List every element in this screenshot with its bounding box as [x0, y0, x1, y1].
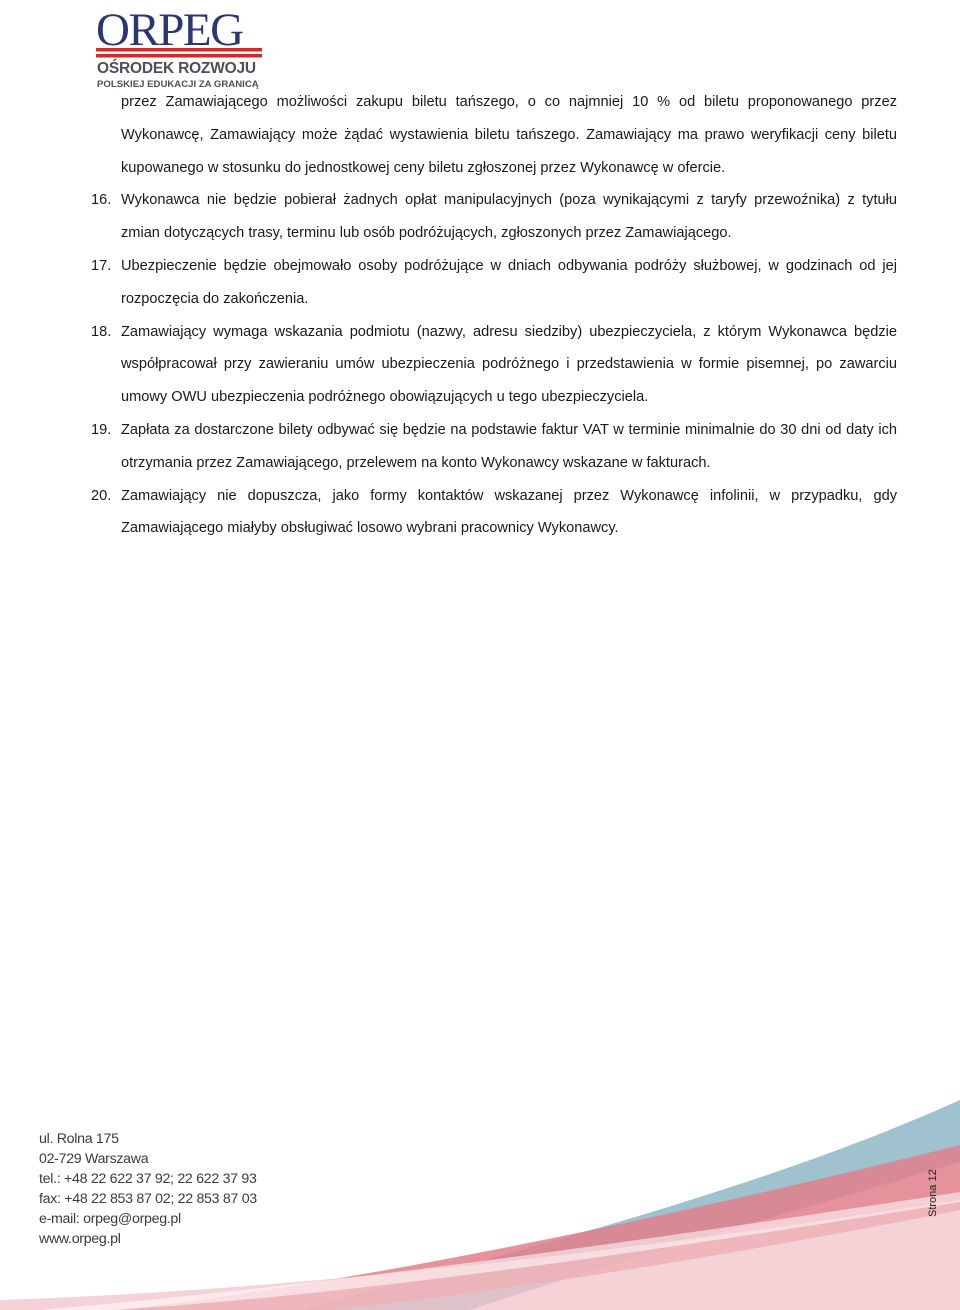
footer-phone: tel.: +48 22 622 37 92; 22 622 37 93	[39, 1170, 257, 1187]
orpeg-logo	[96, 2, 266, 94]
continuation-paragraph: przez Zamawiającego możliwości zakupu biletu tańszego, o co najmniej 10 % od biletu proponowanego przez Wykonawcę, Zamawiający może żądać wystawienia biletu tańszego. Zamawiający ma prawo weryfikacji ceny biletu kupowanego w stosunku do jednostkowej ceny biletu zgłoszonej przez Wykonawcę w ofercie.	[121, 94, 897, 176]
list-item-19	[89, 414, 897, 480]
footer-contact	[39, 1130, 257, 1249]
list-item-text: Zamawiający nie dopuszcza, jako formy kontaktów wskazanej przez Wykonawcę infolinii, w przypadku, gdy Zamawiającego miałyby obsługiwać losowo wybrani pracownicy Wykonawcy.	[121, 487, 897, 537]
document-body	[89, 86, 897, 545]
list-item-text: Wykonawca nie będzie pobierał żadnych opłat manipulacyjnych (poza wynikającymi z taryfy przewoźnika) z tytułu zmian dotyczących trasy, terminu lub osób podróżujących, zgłoszonych przez Zamawiającego.	[121, 192, 897, 242]
footer-fax: fax: +48 22 853 87 02; 22 853 87 03	[39, 1190, 257, 1207]
list-item-18	[89, 316, 897, 414]
list-item-number: 16.	[91, 192, 112, 209]
list-item-number: 18.	[91, 323, 112, 340]
list-item-20	[89, 480, 897, 546]
footer-website: www.orpeg.pl	[39, 1230, 121, 1247]
list-item-text: Zamawiający wymaga wskazania podmiotu (nazwy, adresu siedziby) ubezpieczyciela, z którym Wykonawca będzie współpracował przy zawieraniu umów ubezpieczenia podróżnego i przedstawienia w formie pisemnej, po zawarciu umowy OWU ubezpieczenia podróżnego obowiązujących u tego ubezpieczyciela.	[121, 323, 897, 406]
list-item-16	[89, 184, 897, 250]
list-item-number: 20.	[91, 487, 112, 504]
page-number: Strona 12	[927, 1169, 939, 1217]
logo-wordmark: ORPEG	[96, 4, 243, 56]
orpeg-logo-mark	[96, 2, 266, 60]
list-item-17	[89, 250, 897, 316]
list-item-text: Zapłata za dostarczone bilety odbywać się będzie na podstawie faktur VAT w terminie minimalnie do 30 dni od daty ich otrzymania przez Zamawiającego, przelewem na konto Wykonawcy wskazane w fakturach.	[121, 421, 897, 471]
list-item-text: Ubezpieczenie będzie obejmowało osoby podróżujące w dniach odbywania podróży służbowej, w godzinach od jej rozpoczęcia do zakończenia.	[121, 257, 897, 307]
footer-email: e-mail: orpeg@orpeg.pl	[39, 1210, 181, 1227]
footer-street: ul. Rolna 175	[39, 1131, 119, 1147]
logo-tagline-1: OŚRODEK ROZWOJU	[97, 60, 256, 77]
list-item-number: 17.	[91, 257, 112, 274]
list-item-number: 19.	[91, 421, 112, 438]
logo-tagline-2: POLSKIEJ EDUKACJI ZA GRANICĄ	[97, 79, 259, 90]
footer-city: 02-729 Warszawa	[39, 1150, 149, 1167]
